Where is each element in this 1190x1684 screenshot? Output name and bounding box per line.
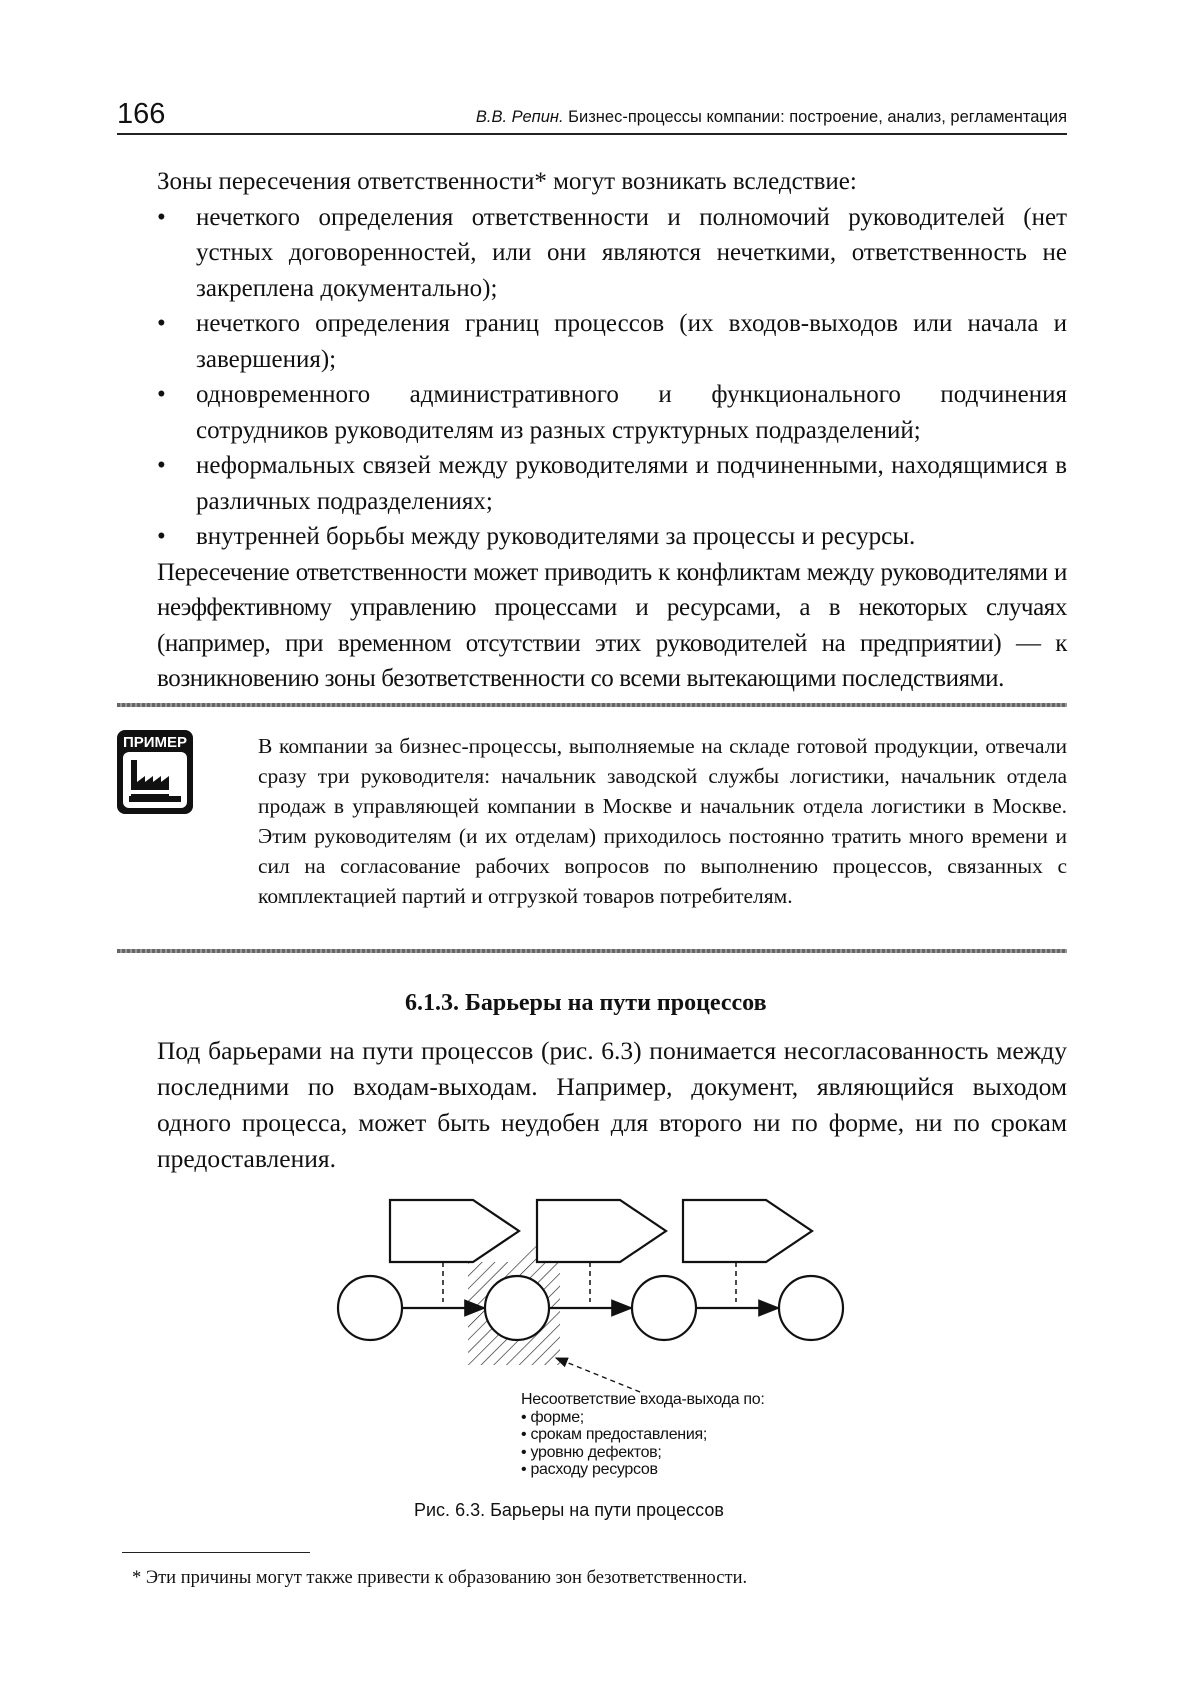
example-icon-label: ПРИМЕР — [122, 734, 188, 751]
book-title: Бизнес-процессы компании: построение, анализ, регламентация — [568, 108, 1067, 126]
intro-paragraph: Зоны пересечения ответственности* могут возникать вследствие: — [157, 168, 857, 195]
section-paragraph: Под барьерами на пути процессов (рис. 6.3) понимается несогласованность между последними по входам-выходам. Например, документ, являющийся выходом одного процесса, может быть неудобен для второго ни по форме, ни по срокам предоставления. — [157, 1036, 1067, 1173]
event-circle-2 — [485, 1276, 549, 1340]
legend-item: • уровню дефектов; — [521, 1443, 662, 1461]
figure-legend — [521, 1391, 765, 1479]
legend-item: • расходу ресурсов — [521, 1461, 658, 1478]
example-text: В компании за бизнес-процессы, выполняемые на складе готовой продукции, отвечали сразу три руководителя: начальник заводской службы логистики, начальник отдела продаж в управляющей компании в Москве и начальник отдела логистики в Москве. Этим руководителям (и их отделам) приходилось постоянно тратить много времени и сил на согласование рабочих вопросов по выполнению процессов, связанных с комплектацией партий и отгрузкой товаров потребителям. — [258, 734, 1067, 908]
legend-title: Несоответствие входа-выхода по: — [521, 1391, 765, 1408]
list-item: • неформальных связей между руководителями и подчиненными, находящимися в различных подразделениях; — [157, 448, 1067, 519]
section-heading: 6.1.3. Барьеры на пути процессов — [405, 990, 767, 1016]
process-shape-1 — [390, 1200, 519, 1262]
list-item: • нечеткого определения ответственности и полномочий руководителей (нет устных договоренностей, или они являются нечеткими, ответственность не закреплена документально); — [157, 200, 1067, 307]
legend-item: • срокам предоставления; — [521, 1426, 707, 1443]
footnote: * Эти причины могут также привести к образованию зон безответственности. — [132, 1568, 748, 1588]
footnote-rule — [122, 1552, 310, 1553]
event-circle-3 — [632, 1276, 696, 1340]
callout-arrow — [556, 1358, 640, 1392]
event-circle-4 — [779, 1276, 843, 1340]
list-item: • одновременного административного и функционального подчинения сотрудников руководителям из разных структурных подразделений; — [157, 377, 1067, 448]
author: В.В. Репин. — [475, 108, 564, 126]
process-shape-3 — [683, 1200, 812, 1262]
event-circle-1 — [338, 1276, 402, 1340]
conclusion-paragraph: Пересечение ответственности может приводить к конфликтам между руководителями и неэффективному управлению процессами и ресурсами, а в некоторых случаях (например, при временном отсутствии этих руководителей на предприятии) — к возникновению зоны безответственности со всеми вытекающими последствиями. — [157, 558, 1067, 692]
legend-item: • форме; — [521, 1408, 584, 1426]
page-number: 166 — [117, 98, 166, 130]
list-item: • нечеткого определения границ процессов (их входов-выходов или начала и завершения); — [157, 306, 1067, 377]
process-shape-2 — [537, 1200, 666, 1262]
list-item: • внутренней борьбы между руководителями за процессы и ресурсы. — [157, 519, 1067, 555]
figure-caption: Рис. 6.3. Барьеры на пути процессов — [414, 1500, 724, 1520]
